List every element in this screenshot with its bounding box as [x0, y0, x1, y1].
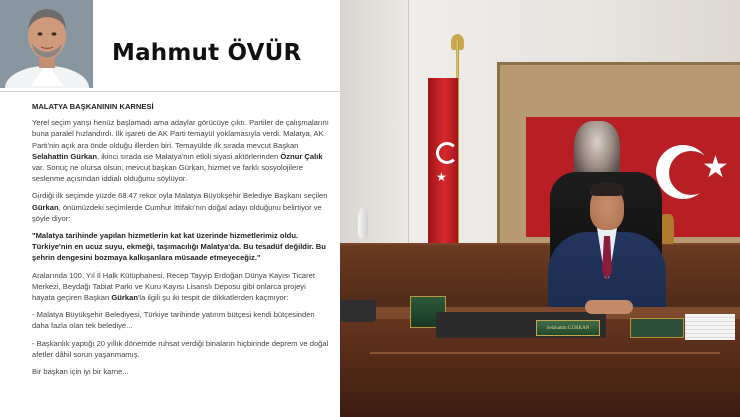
p2-end-text: , önümüzdeki seçimlerde Cumhur İttifakı'nın doğal adayı olduğunu belirtiyor ve şöyle diyor: — [32, 202, 322, 223]
header-divider — [0, 91, 340, 92]
author-portrait-icon — [0, 0, 93, 88]
bullet-2: - Başkanlık yaptığı 20 yıllık dönemde ruhsat verdiği binaların hiçbirinde deprem ve doğal afetler dâhil sorun yaşanmamış. — [32, 338, 329, 359]
p3-name: Gürkan — [111, 293, 138, 303]
article-body — [32, 101, 330, 383]
person-hair — [590, 182, 624, 196]
newspaper-column — [0, 0, 340, 417]
p1-name-1: Selahattin Gürkan — [32, 151, 97, 161]
office-photo — [340, 0, 740, 417]
p1-text: Yerel seçim yarışı henüz başlamadı ama adaylar görücüye çıktı. Partiler de çalışmalarını buna paralel hızlandırdı. İlk işareti de AK Parti temayül yoklamasıyla verdi. Malatya, AK Parti'nin açık ara önde olduğu illerden biri. Temayülde ilk sırada mevcut Başkan — [32, 118, 329, 150]
desk-nameplate — [536, 320, 600, 336]
quote: "Malatya tarihinde yapılan hizmetlerin kat kat üzerinde hizmetlerimiz oldu. Türkiye'nin en ucuz suyu, ekmeği, taşımacılığı Malatya'da. Bu tesadüf değildir. Bu şehrin dengesini bozmaya kalkışanlara müsaade etmeyeceğiz." — [32, 231, 326, 263]
desk-front-panel — [370, 352, 720, 416]
ornament — [660, 214, 674, 244]
paragraph-1 — [32, 117, 330, 184]
flag-star-icon: ★ — [436, 170, 447, 184]
author-photo — [0, 0, 93, 88]
person-hands — [585, 300, 633, 314]
p1-end-text: var. Sonuç ne olursa olsun, mevcut başkan Gürkan, hizmet ve farklı sosyolojilere seslenme açısından iddialı olduğunu söylüyor. — [32, 163, 303, 184]
desk-tray — [630, 318, 684, 338]
p1-name-2: Öznur Çalık — [280, 151, 323, 161]
bullet-1: - Malatya Büyükşehir Belediyesi, Türkiye tarihinde yatırım bütçesi kendi bütçesinden daha fazla olan tek belediye... — [32, 310, 315, 331]
p3-end-text: 'la ilgili şu iki tespit de dikkatlerden kaçmıyor: — [137, 293, 289, 303]
nameplate-text: Selahattin GÜRKAN — [546, 325, 590, 331]
p2-text: Girdiği ilk seçimde yüzde 68.47 rekor oyla Malatya Büyükşehir Belediye Başkanı seçilen — [32, 191, 328, 201]
paragraph-3 — [32, 270, 330, 304]
back-cabinet — [340, 245, 740, 309]
closing-line: Bir başkan için iyi bir karne... — [32, 367, 129, 377]
p3-text: Aralarında 100. Yıl İl Halk Kütüphanesi, Recep Tayyip Erdoğan Dünya Kayısı Ticaret Merkezi, Beydağı Tabiat Parkı ve Kuru Kayısı Lisanslı Deposu gibi onlarca projeyi hayata geçiren Başkan — [32, 270, 315, 303]
vase — [358, 208, 368, 238]
p2-name: Gürkan — [32, 202, 59, 212]
flag-crescent-icon — [436, 142, 458, 164]
paper-stack — [685, 314, 735, 340]
p1-mid-text: , ikinci sırada ise Malatya'nın etkili siyasi aktörlerinden — [97, 151, 279, 161]
star-icon: ★ — [702, 151, 729, 184]
article-headline: MALATYA BAŞKANININ KARNESİ — [32, 102, 154, 111]
paragraph-2 — [32, 190, 330, 224]
author-name: Mahmut ÖVÜR — [112, 40, 302, 66]
desk-phone — [340, 300, 376, 322]
column-header — [0, 0, 340, 92]
